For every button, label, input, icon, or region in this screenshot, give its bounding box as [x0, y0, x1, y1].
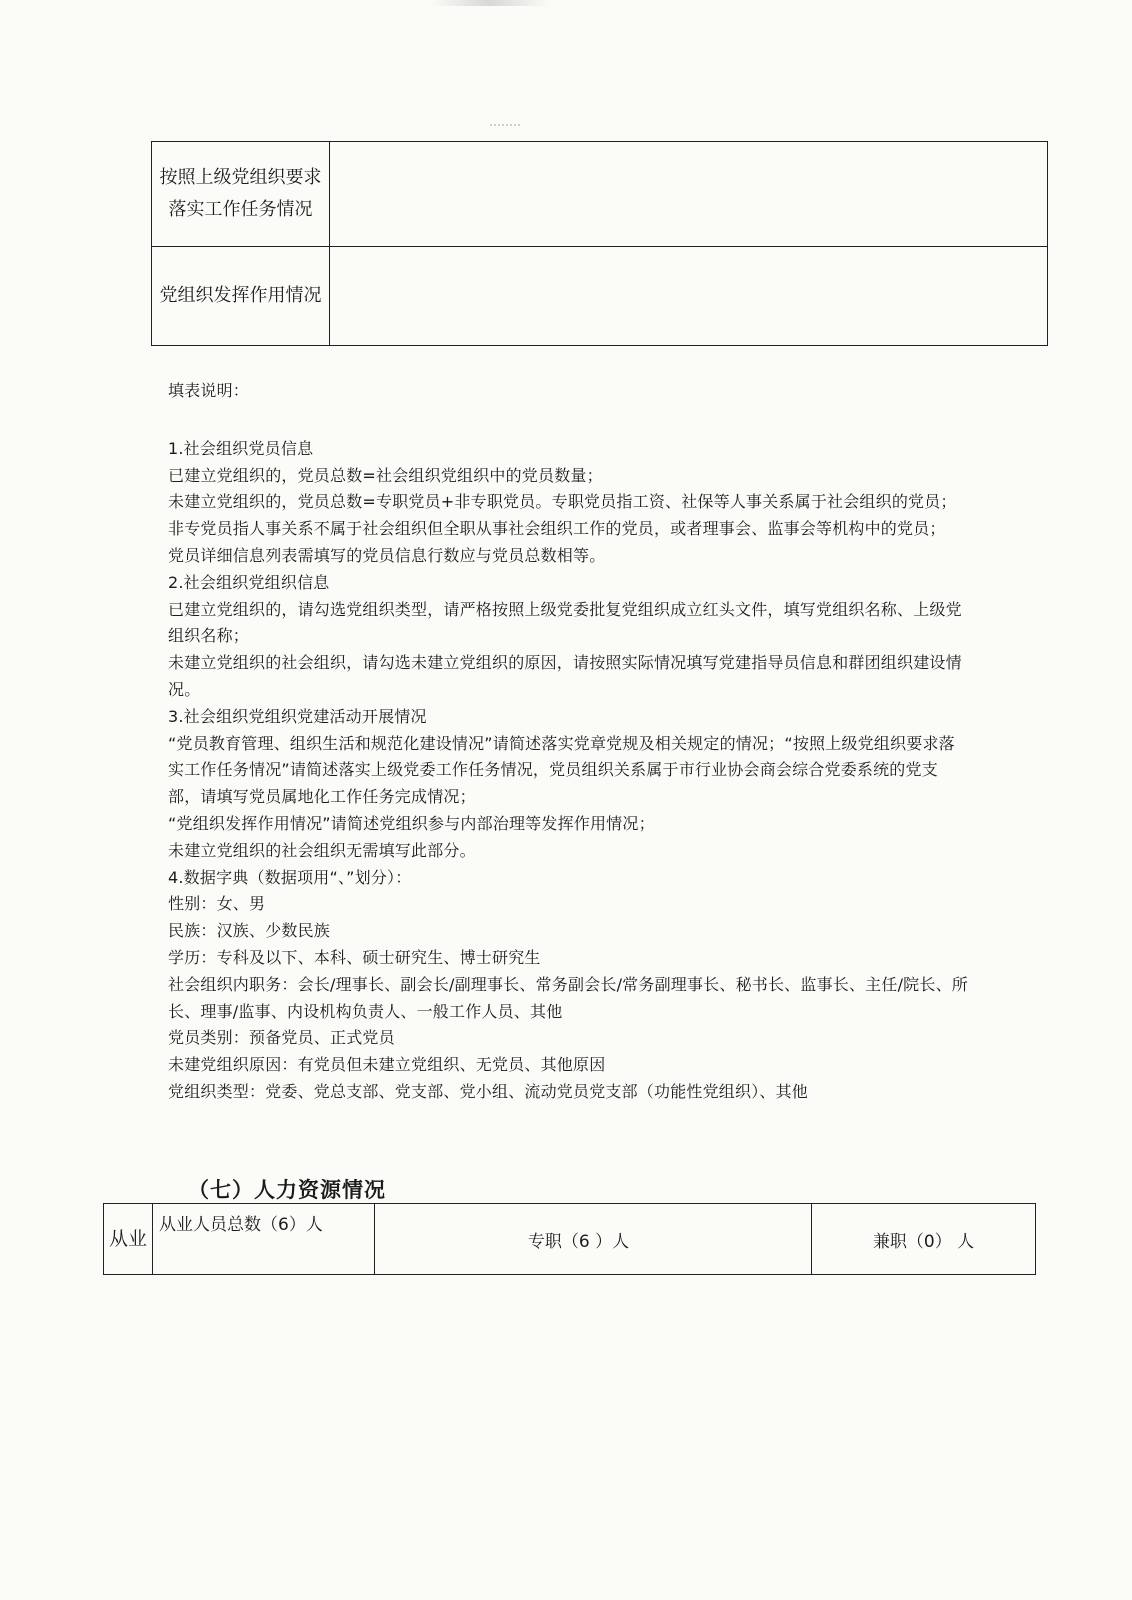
instruction-line: “党员教育管理、组织生活和规范化建设情况”请简述落实党章党规及相关规定的情况；“按照上级党组织要求落实工作任务情况”请简述落实上级党委工作任务情况，党员组织关系属于市行业协会商会综合党委系统的党支部，请填写党员属地化工作任务完成情况；: [168, 733, 955, 807]
party-work-table: [151, 141, 1048, 346]
row-value-party-role: [330, 247, 1048, 346]
parttime-employees-cell: 兼职（0） 人: [812, 1204, 1036, 1275]
scan-artifact-dots: [490, 124, 520, 130]
instructions-heading: 填表说明：: [168, 381, 250, 400]
section-title-human-resources: （七）人力资源情况: [188, 1178, 386, 1202]
table-row: [104, 1204, 1036, 1275]
instruction-line: 社会组织内职务：会长/理事长、副会长/副理事长、常务副会长/常务副理事长、秘书长、监事长、主任/院长、所长、理事/监事、内设机构负责人、一般工作人员、其他: [168, 974, 968, 1021]
instruction-line: 民族：汉族、少数民族: [168, 921, 331, 941]
total-employees-cell: 从业人员总数（6）人: [153, 1204, 375, 1275]
fulltime-employees-cell: 专职（6 ）人: [375, 1204, 812, 1275]
table-row: [152, 247, 1048, 346]
human-resources-table: [103, 1203, 1036, 1275]
scan-artifact: [430, 0, 550, 6]
instruction-line: 未建立党组织的社会组织，请勾选未建立党组织的原因，请按照实际情况填写党建指导员信息和群团组织建设情况。: [168, 653, 962, 699]
instruction-line: 党员类别：预备党员、正式党员: [168, 1028, 395, 1048]
instruction-line: 2.社会组织党组织信息: [168, 572, 330, 592]
instruction-line: 未建立党组织的社会组织无需填写此部分。: [168, 840, 476, 860]
instruction-line: 学历：专科及以下、本科、硕士研究生、博士研究生: [168, 947, 541, 967]
instruction-line: 党员详细信息列表需填写的党员信息行数应与党员总数相等。: [168, 545, 606, 565]
row-label-party-role: 党组织发挥作用情况: [152, 247, 330, 346]
employees-side-label: 从业: [104, 1204, 153, 1275]
instruction-line: 1.社会组织党员信息: [168, 438, 314, 458]
instruction-line: 已建立党组织的，党员总数=社会组织党组织中的党员数量；: [168, 465, 603, 485]
row-value-task-implementation: [330, 142, 1048, 247]
row-label-task-implementation: 按照上级党组织要求落实工作任务情况: [152, 142, 330, 247]
table-row: [152, 142, 1048, 247]
instruction-line: “党组织发挥作用情况”请简述党组织参与内部治理等发挥作用情况；: [168, 813, 655, 833]
instruction-line: 性别：女、男: [168, 894, 266, 914]
instruction-line: 党组织类型：党委、党总支部、党支部、党小组、流动党员党支部（功能性党组织）、其他: [168, 1081, 809, 1101]
instruction-line: 未建立党组织的，党员总数=专职党员+非专职党员。专职党员指工资、社保等人事关系属于社会组织的党员；非专党员指人事关系不属于社会组织但全职从事社会组织工作的党员，或者理事会、监事会等机构中的党员；: [168, 492, 957, 539]
instruction-line: 已建立党组织的，请勾选党组织类型，请严格按照上级党委批复党组织成立红头文件，填写党组织名称、上级党组织名称；: [168, 599, 962, 646]
instruction-line: 4.数据字典（数据项用“、”划分）：: [168, 867, 412, 887]
instruction-line: 3.社会组织党组织党建活动开展情况: [168, 706, 427, 726]
instruction-line: 未建党组织原因：有党员但未建立党组织、无党员、其他原因: [168, 1055, 606, 1075]
form-instructions: [168, 378, 968, 1106]
